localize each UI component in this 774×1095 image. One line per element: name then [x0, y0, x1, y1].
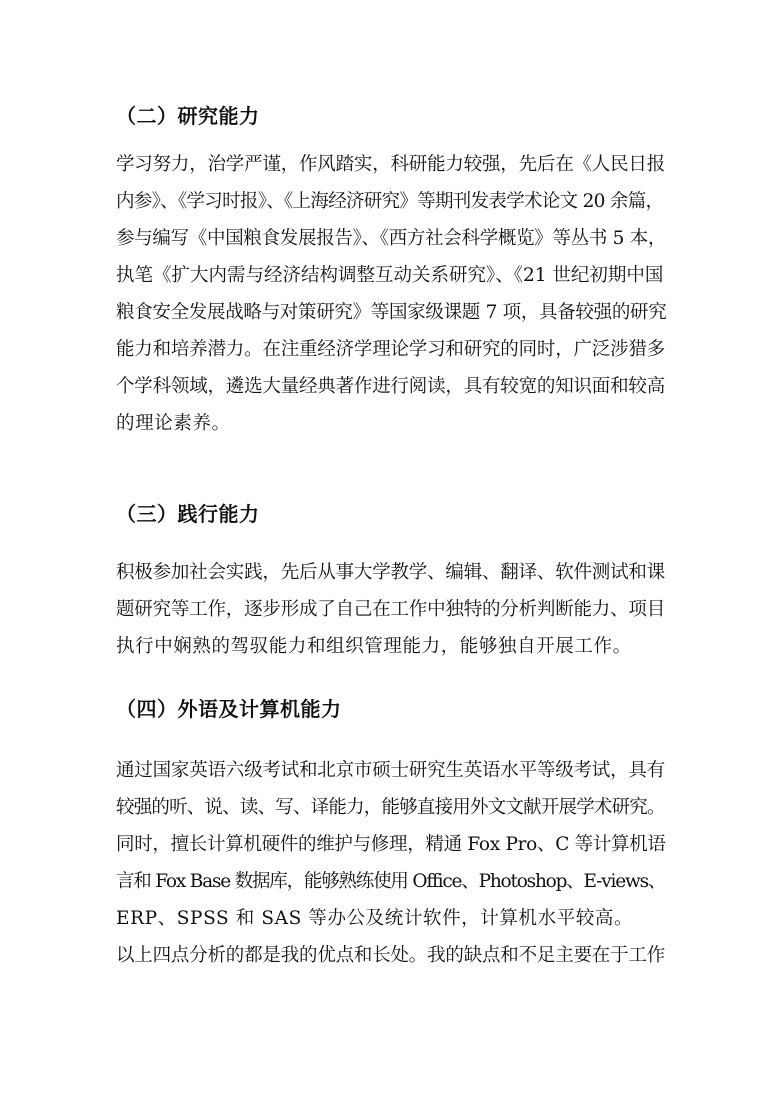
paragraph-line: 内参》、《学习时报》、《上海经济研究》等期刊发表学术论文 20 余篇， — [116, 191, 664, 212]
paragraph-line: 以上四点分析的都是我的优点和长处。我的缺点和不足主要在于工作 — [116, 945, 666, 966]
paragraph-line: 通过国家英语六级考试和北京市硕士研究生英语水平等级考试，具有 — [116, 760, 666, 781]
paragraph-line: 个学科领域，遴选大量经典著作进行阅读，具有较宽的知识面和较高 — [116, 376, 666, 397]
paragraph-line: 同时，擅长计算机硬件的维护与修理，精通 Fox Pro、C 等计算机语 — [116, 834, 666, 855]
paragraph-line: 言和 Fox Base 数据库，能够熟练使用 Office、Photoshop、E-views、 — [116, 871, 666, 892]
paragraph-line: 较强的听、说、读、写、译能力，能够直接用外文文献开展学术研究。 — [116, 797, 665, 818]
paragraph-line: 参与编写《中国粮食发展报告》、《西方社会科学概览》等丛书 5 本， — [116, 228, 667, 249]
paragraph-line: 执行中娴熟的驾驭能力和组织管理能力，能够独自开展工作。 — [116, 636, 632, 657]
paragraph-line: 能力和培养潜力。在注重经济学理论学习和研究的同时，广泛涉猎多 — [116, 339, 666, 360]
paragraph-line: 执笔《扩大内需与经济结构调整互动关系研究》、《21 世纪初期中国 — [116, 265, 664, 286]
section-heading-language-computer: （四）外语及计算机能力 — [116, 697, 342, 721]
paragraph-line: ERP、SPSS 和 SAS 等办公及统计软件，计算机水平较高。 — [116, 908, 634, 929]
section-paragraph-research — [116, 146, 667, 442]
paragraph-line: 学习努力，治学严谨，作风踏实，科研能力较强，先后在《人民日报 — [116, 154, 666, 175]
paragraph-line: 的理论素养。 — [116, 413, 231, 434]
paragraph-line: 题研究等工作，逐步形成了自己在工作中独特的分析判断能力、项目 — [116, 599, 666, 620]
section-paragraph-language-computer — [116, 752, 666, 974]
paragraph-line: 积极参加社会实践，先后从事大学教学、编辑、翻译、软件测试和课 — [116, 562, 666, 583]
paragraph-line: 粮食安全发展战略与对策研究》等国家级课题 7 项，具备较强的研究 — [116, 302, 667, 323]
section-heading-research: （二）研究能力 — [116, 104, 260, 128]
section-heading-practice: （三）践行能力 — [116, 502, 260, 526]
section-paragraph-practice — [116, 554, 666, 665]
